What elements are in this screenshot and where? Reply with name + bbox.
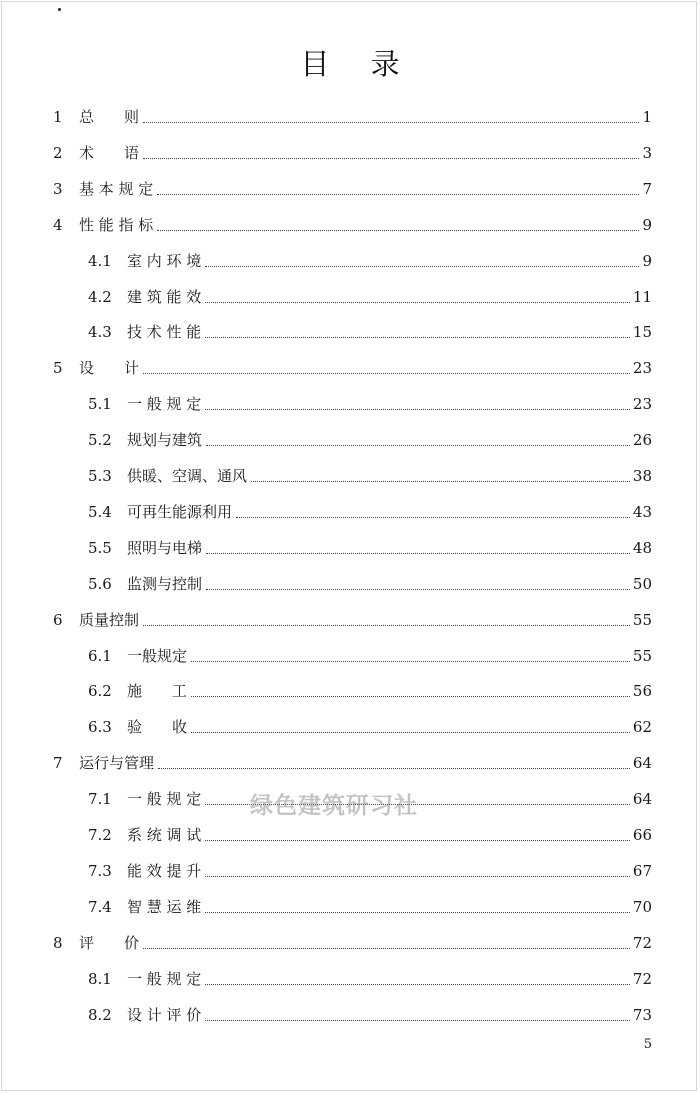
toc-entry[interactable] <box>0 845 700 881</box>
toc-dot-leader <box>205 876 630 877</box>
toc-dot-leader <box>191 661 630 662</box>
toc-entry-label: 室 内 环 境 <box>127 251 202 270</box>
toc-dot-leader <box>143 373 630 374</box>
toc-dot-leader <box>206 589 630 590</box>
toc-entry-page: 66 <box>632 826 652 844</box>
toc-entry-number: 8 <box>53 933 63 952</box>
toc-entry-label: 验 收 <box>127 718 188 737</box>
toc-entry-page: 64 <box>632 790 652 809</box>
toc-entry[interactable] <box>0 450 700 486</box>
toc-entry-label: 运行与管理 <box>79 754 155 773</box>
toc-dot-leader <box>205 266 639 267</box>
toc-entry-number: 4.2 <box>88 287 112 306</box>
toc-entry-number: 4.3 <box>88 323 112 342</box>
toc-entry[interactable] <box>0 306 700 342</box>
toc-entry-page: 70 <box>632 897 652 916</box>
toc-entry-number: 5.1 <box>88 395 112 414</box>
toc-entry-page: 62 <box>632 718 652 737</box>
toc-entry-label: 可再生能源利用 <box>127 502 233 521</box>
toc-entry[interactable] <box>0 701 700 737</box>
toc-entry-page: 9 <box>642 251 652 270</box>
toc-entry-page: 67 <box>632 861 652 880</box>
toc-entry-label: 系 统 调 试 <box>127 826 202 844</box>
toc-entry-number: 8.1 <box>88 969 112 988</box>
toc-entry-page: 73 <box>632 1005 652 1024</box>
toc-dot-leader <box>158 768 630 769</box>
toc-entry-label: 施 工 <box>127 682 188 701</box>
toc-entry[interactable] <box>0 342 700 378</box>
toc-entry-label: 基 本 规 定 <box>79 179 154 198</box>
toc-dot-leader <box>143 948 630 949</box>
toc-entry[interactable] <box>0 271 700 307</box>
toc-entry-page: 26 <box>632 431 652 450</box>
toc-dot-leader <box>205 984 630 985</box>
toc-dot-leader <box>191 732 630 733</box>
toc-entry-label: 术 语 <box>79 143 140 162</box>
toc-entry[interactable] <box>0 414 700 450</box>
toc-entry-page: 23 <box>632 395 652 414</box>
toc-dot-leader <box>157 194 639 195</box>
toc-entry-number: 4 <box>53 215 63 234</box>
toc-dot-leader <box>251 481 630 482</box>
toc-dot-leader <box>205 912 630 913</box>
corner-dot <box>58 8 61 11</box>
toc-dot-leader <box>206 445 630 446</box>
toc-dot-leader <box>191 696 630 697</box>
toc-entry[interactable] <box>0 378 700 414</box>
toc-dot-leader <box>205 1020 630 1021</box>
toc-dot-leader <box>236 517 630 518</box>
toc-entry[interactable] <box>0 163 700 199</box>
toc-dot-leader <box>206 553 630 554</box>
toc-entry-label: 技 术 性 能 <box>127 323 202 342</box>
toc-entry-page: 50 <box>632 574 652 593</box>
toc-entry-page: 64 <box>632 754 652 773</box>
toc-entry-page: 9 <box>642 215 652 234</box>
toc-entry-number: 7 <box>53 754 63 773</box>
toc-entry-number: 4.1 <box>88 251 112 270</box>
toc-entry-label: 规划与建筑 <box>127 431 203 450</box>
toc-entry[interactable] <box>0 737 700 773</box>
toc-entry[interactable] <box>0 522 700 558</box>
toc-entry-number: 2 <box>53 143 63 162</box>
toc-entry-label: 评 价 <box>79 933 140 952</box>
toc-entry[interactable] <box>0 665 700 701</box>
toc-entry-label: 监测与控制 <box>127 574 203 593</box>
toc-dot-leader <box>143 625 630 626</box>
toc-entry-label: 设 计 <box>79 359 140 378</box>
toc-entry-label: 智 慧 运 维 <box>127 897 202 916</box>
toc-entry-label: 一 般 规 定 <box>127 395 202 414</box>
toc-entry-page: 11 <box>632 287 652 306</box>
toc-entry-page: 7 <box>642 179 652 198</box>
toc-entry-page: 3 <box>642 143 652 162</box>
toc-entry-page: 1 <box>642 108 652 126</box>
toc-entry[interactable] <box>0 953 700 989</box>
toc-entry-label: 照明与电梯 <box>127 538 203 557</box>
toc-entry-number: 6 <box>53 610 63 629</box>
toc-entry-number: 5.4 <box>88 502 112 521</box>
toc-entry-page: 43 <box>632 502 652 521</box>
toc-dot-leader <box>157 230 639 231</box>
toc-entry[interactable] <box>0 199 700 235</box>
toc-entry-label: 一 般 规 定 <box>127 790 202 809</box>
toc-entry[interactable] <box>0 486 700 522</box>
toc-entry-number: 5 <box>53 359 63 378</box>
toc-entry-label: 性 能 指 标 <box>79 215 154 234</box>
toc-entry[interactable] <box>0 917 700 953</box>
watermark: 绿色建筑研习社 <box>250 793 418 819</box>
toc-entry[interactable] <box>0 558 700 594</box>
toc-entry-number: 7.2 <box>88 826 112 844</box>
toc-entry-label: 一般规定 <box>127 646 188 665</box>
toc-entry[interactable] <box>0 91 700 127</box>
toc-entry[interactable] <box>0 235 700 271</box>
toc-entry-number: 6.2 <box>88 682 112 701</box>
toc-entry[interactable] <box>0 127 700 163</box>
toc-entry-page: 56 <box>632 682 652 701</box>
toc-entry-page: 55 <box>632 610 652 629</box>
toc-entry-number: 5.6 <box>88 574 112 593</box>
toc-dot-leader <box>205 409 630 410</box>
toc-entry-page: 55 <box>632 646 652 665</box>
toc-entry-number: 7.3 <box>88 861 112 880</box>
page-title: 目 录 <box>300 47 416 81</box>
toc-entry-page: 15 <box>632 323 652 342</box>
toc-dot-leader <box>205 337 630 338</box>
toc-entry[interactable] <box>0 989 700 1025</box>
toc-dot-leader <box>143 158 639 159</box>
toc-entry-label: 能 效 提 升 <box>127 861 202 880</box>
toc-entry[interactable] <box>0 630 700 666</box>
toc-entry-number: 8.2 <box>88 1005 112 1024</box>
toc-entry-number: 3 <box>53 179 63 198</box>
toc-entry-page: 38 <box>632 467 652 485</box>
toc-entry[interactable] <box>0 881 700 917</box>
toc-entry-number: 6.1 <box>88 646 112 665</box>
toc-entry-number: 7.4 <box>88 897 112 916</box>
toc-entry-number: 1 <box>53 108 63 126</box>
toc-entry-number: 5.3 <box>88 467 112 485</box>
toc-entry-page: 72 <box>632 969 652 988</box>
toc-entry[interactable] <box>0 594 700 630</box>
toc-entry-number: 7.1 <box>88 790 112 809</box>
toc-entry-number: 6.3 <box>88 718 112 737</box>
toc-entry-label: 设 计 评 价 <box>127 1005 202 1024</box>
toc-entry-label: 质量控制 <box>79 610 140 629</box>
toc-dot-leader <box>205 840 630 841</box>
toc-entry-label: 供暖、空调、通风 <box>127 467 248 485</box>
toc-entry-label: 建 筑 能 效 <box>127 287 202 306</box>
toc-entry-label: 一 般 规 定 <box>127 969 202 988</box>
toc-entry-number: 5.2 <box>88 431 112 450</box>
toc-entry-number: 5.5 <box>88 538 112 557</box>
toc-entry-page: 72 <box>632 933 652 952</box>
toc-entry-page: 23 <box>632 359 652 378</box>
toc-dot-leader <box>205 302 630 303</box>
page-number: 5 <box>643 1037 652 1052</box>
toc-entry-label: 总 则 <box>79 108 140 126</box>
toc-dot-leader <box>143 122 639 123</box>
toc-entry-page: 48 <box>632 538 652 557</box>
